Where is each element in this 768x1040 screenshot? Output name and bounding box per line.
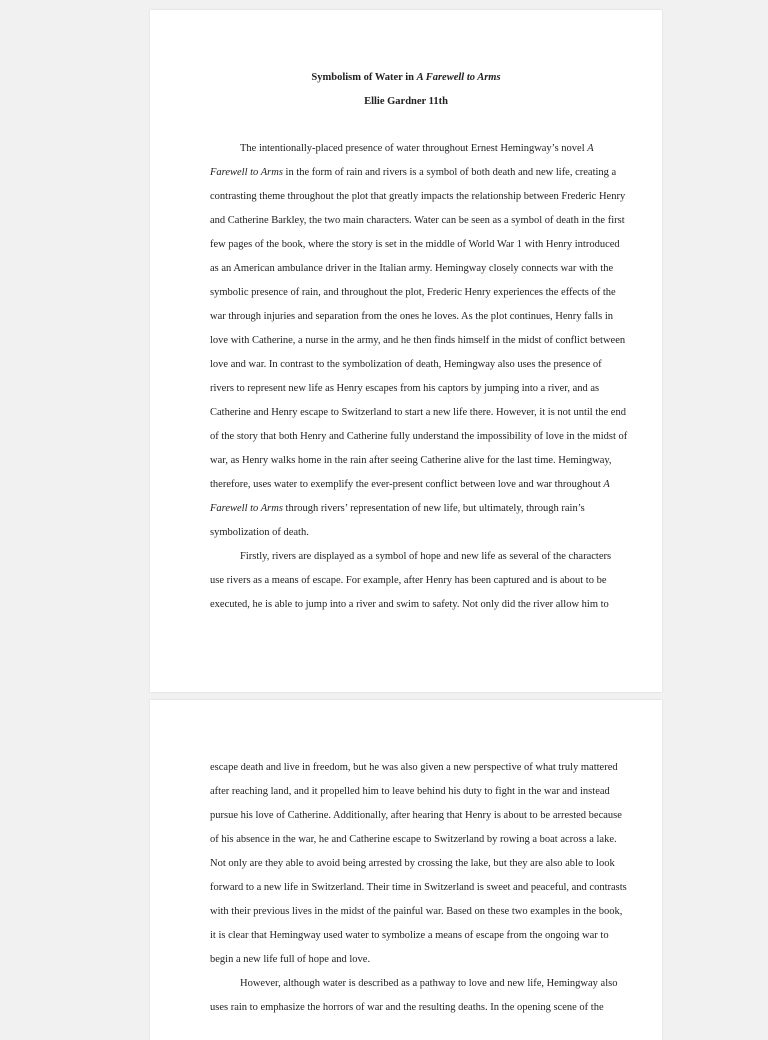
line-text: executed, he is able to jump into a river and swim to safety. Not only did the river allow him to — [210, 599, 609, 610]
text-line — [210, 425, 628, 449]
line-text: few pages of the book, where the story is set in the middle of World War 1 with Henry introduced — [210, 239, 620, 250]
line-text: as an American ambulance driver in the Italian army. Hemingway closely connects war with the — [210, 263, 614, 274]
line-text: love and war. In contrast to the symbolization of death, Hemingway also uses the presence of — [210, 359, 602, 370]
text-line — [210, 233, 620, 257]
line-text: begin a new life full of hope and love. — [210, 954, 371, 965]
italic-text: A — [587, 143, 594, 154]
text-line — [210, 569, 607, 593]
text-line — [210, 185, 626, 209]
line-text: uses rain to emphasize the horrors of war and the resulting deaths. In the opening scene of the — [210, 1002, 604, 1013]
text-line — [210, 353, 602, 377]
line-text: contrasting theme throughout the plot that greatly impacts the relationship between Frederic Henry — [210, 191, 626, 202]
line-text: of the story that both Henry and Catherine fully understand the impossibility of love in the midst of — [210, 431, 628, 442]
line-text: forward to a new life in Switzerland. Their time in Switzerland is sweet and peaceful, and contrasts — [210, 882, 627, 893]
document-page-1 — [150, 10, 662, 692]
line-text: and Catherine Barkley, the two main characters. Water can be seen as a symbol of death in the first — [210, 215, 625, 226]
text-line — [210, 804, 622, 828]
line-text: love with Catherine, a nurse in the army, and he then finds himself in the midst of conflict between — [210, 335, 626, 346]
line-text: symbolic presence of rain, and throughout the plot, Frederic Henry experiences the effects of the — [210, 287, 616, 298]
essay-body — [210, 756, 627, 1020]
text-line — [210, 545, 612, 569]
line-text: war through injuries and separation from the ones he loves. As the plot continues, Henry falls in — [210, 311, 613, 322]
italic-text: Farewell to Arms — [210, 167, 283, 178]
text-line — [210, 305, 613, 329]
text-line — [210, 828, 617, 852]
text-line — [210, 593, 609, 617]
line-text: Firstly, rivers are displayed as a symbol of hope and new life as several of the characters — [240, 551, 612, 562]
text-line — [210, 257, 614, 281]
essay-body — [210, 137, 628, 617]
line-text: pursue his love of Catherine. Additionally, after hearing that Henry is about to be arrested because — [210, 810, 622, 821]
line-text: with their previous lives in the midst of the painful war. Based on these two examples in the book, — [210, 906, 623, 917]
italic-text: Farewell to Arms — [210, 503, 283, 514]
text-line — [210, 137, 602, 161]
line-text: use rivers as a means of escape. For example, after Henry has been captured and is about to be — [210, 575, 607, 586]
line-text: symbolization of death. — [210, 527, 309, 538]
text-line — [210, 377, 602, 401]
line-text: rivers to represent new life as Henry escapes from his captors by jumping into a river, and as — [210, 383, 600, 394]
line-text: of his absence in the war, he and Catherine escape to Switzerland by rowing a boat across a lake. — [210, 834, 617, 845]
text-line — [210, 521, 602, 545]
document-page-2 — [150, 700, 662, 1040]
text-line — [210, 329, 626, 353]
text-line — [210, 876, 627, 900]
text-line — [210, 449, 612, 473]
line-text: through rivers’ representation of new life, but ultimately, through rain’s — [282, 503, 585, 514]
text-line — [210, 161, 617, 185]
text-line — [210, 900, 623, 924]
italic-text: A — [603, 479, 610, 490]
text-line — [210, 756, 618, 780]
text-line — [210, 209, 625, 233]
text-line — [210, 780, 610, 804]
line-text: Not only are they able to avoid being arrested by crossing the lake, but they are also able to look — [210, 858, 615, 869]
line-text: However, although water is described as a pathway to love and new life, Hemingway also — [240, 978, 618, 989]
line-text: it is clear that Hemingway used water to symbolize a means of escape from the ongoing war to — [210, 930, 609, 941]
line-text: The intentionally-placed presence of water throughout Ernest Hemingway’s novel — [240, 143, 588, 154]
text-line — [210, 473, 610, 497]
title-book-name: A Farewell to Arms — [416, 72, 501, 83]
text-line — [210, 281, 616, 305]
author-line: Ellie Gardner 11th — [364, 96, 448, 107]
line-text: escape death and live in freedom, but he was also given a new perspective of what truly mattered — [210, 762, 618, 773]
text-line — [210, 401, 626, 425]
title-text: Symbolism of Water in — [311, 72, 417, 83]
line-text: therefore, uses water to exemplify the ever-present conflict between love and war throughout — [210, 479, 604, 490]
text-line — [210, 924, 609, 948]
text-line — [210, 972, 618, 996]
text-line — [210, 852, 615, 876]
line-text: in the form of rain and rivers is a symbol of both death and new life, creating a — [282, 167, 617, 178]
line-text: after reaching land, and it propelled him to leave behind his duty to fight in the war and instead — [210, 786, 610, 797]
text-line — [210, 948, 602, 972]
line-text: Catherine and Henry escape to Switzerland to start a new life there. However, it is not until the end — [210, 407, 626, 418]
document-title — [150, 72, 662, 83]
line-text: war, as Henry walks home in the rain after seeing Catherine alive for the last time. Hemingway, — [210, 455, 612, 466]
text-line — [210, 497, 602, 521]
text-line — [210, 996, 602, 1020]
